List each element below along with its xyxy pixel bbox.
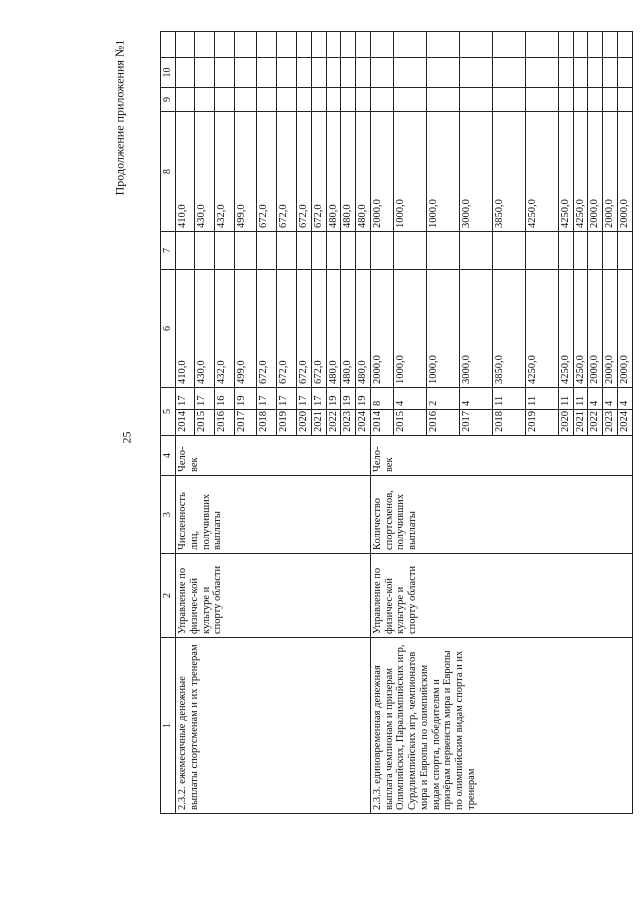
- year-cell: 2019: [277, 410, 297, 436]
- col-9-cell: [176, 88, 195, 112]
- col-extra-cell: [257, 32, 277, 58]
- col-7-cell: [426, 232, 459, 270]
- year-cell: 2015: [393, 410, 426, 436]
- col-6-cell: 4250,0: [525, 270, 558, 388]
- year-cell: 2014: [176, 410, 195, 436]
- col-7-cell: [176, 232, 195, 270]
- col-extra-cell: [370, 32, 393, 58]
- col-9-cell: [525, 88, 558, 112]
- col-extra-cell: [326, 32, 341, 58]
- col-7-cell: [277, 232, 297, 270]
- col-10-cell: [195, 58, 215, 88]
- col-6-cell: 3000,0: [459, 270, 492, 388]
- header-col-9: 9: [161, 88, 176, 112]
- col-7-cell: [215, 232, 235, 270]
- continuation-label: Продолжение приложения №1: [112, 39, 127, 196]
- col-9-cell: [277, 88, 297, 112]
- col-9-cell: [558, 88, 573, 112]
- col-8-cell: 672,0: [311, 112, 326, 232]
- col-10-cell: [326, 58, 341, 88]
- count-cell: 17: [277, 388, 297, 410]
- col-10-cell: [215, 58, 235, 88]
- table-row: [176, 32, 195, 814]
- year-cell: 2015: [195, 410, 215, 436]
- col-6-cell: 480,0: [356, 270, 371, 388]
- col-10-cell: [370, 58, 393, 88]
- col-10-cell: [525, 58, 558, 88]
- table-container: [160, 32, 630, 814]
- col-10-cell: [341, 58, 356, 88]
- count-cell: 19: [326, 388, 341, 410]
- col-10-cell: [393, 58, 426, 88]
- col-extra-cell: [341, 32, 356, 58]
- page-number: 25: [119, 431, 134, 444]
- count-cell: 16: [215, 388, 235, 410]
- count-cell: 19: [235, 388, 257, 410]
- col-extra-cell: [393, 32, 426, 58]
- col-9-cell: [492, 88, 525, 112]
- col-extra-cell: [426, 32, 459, 58]
- header-col-5: 5: [161, 388, 176, 436]
- col-8-cell: 4250,0: [573, 112, 588, 232]
- col-7-cell: [311, 232, 326, 270]
- header-col-10: 10: [161, 58, 176, 88]
- col-10-cell: [176, 58, 195, 88]
- col-extra-cell: [195, 32, 215, 58]
- col-7-cell: [492, 232, 525, 270]
- col-extra-cell: [311, 32, 326, 58]
- col-7-cell: [603, 232, 618, 270]
- col-7-cell: [393, 232, 426, 270]
- col-8-cell: 2000,0: [603, 112, 618, 232]
- col-7-cell: [459, 232, 492, 270]
- col-6-cell: 672,0: [277, 270, 297, 388]
- col-8-cell: 3850,0: [492, 112, 525, 232]
- col-7-cell: [257, 232, 277, 270]
- col-8-cell: 499,0: [235, 112, 257, 232]
- col-6-cell: 2000,0: [617, 270, 632, 388]
- year-cell: 2019: [525, 410, 558, 436]
- count-cell: 17: [297, 388, 312, 410]
- col-9-cell: [573, 88, 588, 112]
- col-8-cell: 1000,0: [426, 112, 459, 232]
- col-7-cell: [326, 232, 341, 270]
- unit-of-measure: Чело-век: [370, 436, 632, 476]
- col-9-cell: [326, 88, 341, 112]
- col-6-cell: 499,0: [235, 270, 257, 388]
- count-cell: 2: [426, 388, 459, 410]
- col-6-cell: 430,0: [195, 270, 215, 388]
- col-7-cell: [588, 232, 603, 270]
- col-extra-cell: [297, 32, 312, 58]
- col-extra-cell: [356, 32, 371, 58]
- header-col-2: 2: [161, 554, 176, 638]
- col-10-cell: [277, 58, 297, 88]
- year-cell: 2016: [426, 410, 459, 436]
- col-7-cell: [341, 232, 356, 270]
- year-cell: 2014: [370, 410, 393, 436]
- col-6-cell: 672,0: [311, 270, 326, 388]
- col-8-cell: 2000,0: [588, 112, 603, 232]
- count-cell: 11: [573, 388, 588, 410]
- count-cell: 17: [195, 388, 215, 410]
- col-extra-cell: [235, 32, 257, 58]
- count-cell: 17: [176, 388, 195, 410]
- col-9-cell: [617, 88, 632, 112]
- col-9-cell: [257, 88, 277, 112]
- col-extra-cell: [176, 32, 195, 58]
- col-9-cell: [370, 88, 393, 112]
- year-cell: 2023: [341, 410, 356, 436]
- count-cell: 4: [393, 388, 426, 410]
- col-10-cell: [459, 58, 492, 88]
- col-7-cell: [356, 232, 371, 270]
- col-extra-cell: [459, 32, 492, 58]
- responsible-executor: Управление по физичес-кой культуре и спорту области: [370, 554, 632, 638]
- col-10-cell: [617, 58, 632, 88]
- col-extra-cell: [617, 32, 632, 58]
- col-7-cell: [195, 232, 215, 270]
- col-9-cell: [356, 88, 371, 112]
- col-extra-cell: [603, 32, 618, 58]
- count-cell: 17: [311, 388, 326, 410]
- col-9-cell: [588, 88, 603, 112]
- col-7-cell: [525, 232, 558, 270]
- col-8-cell: 2000,0: [370, 112, 393, 232]
- header-col-1: 1: [161, 638, 176, 814]
- year-cell: 2017: [459, 410, 492, 436]
- year-cell: 2021: [573, 410, 588, 436]
- col-6-cell: 4250,0: [573, 270, 588, 388]
- col-8-cell: 480,0: [326, 112, 341, 232]
- count-cell: 19: [356, 388, 371, 410]
- year-cell: 2022: [326, 410, 341, 436]
- col-6-cell: 2000,0: [370, 270, 393, 388]
- col-6-cell: 4250,0: [558, 270, 573, 388]
- col-8-cell: 672,0: [257, 112, 277, 232]
- col-7-cell: [558, 232, 573, 270]
- col-8-cell: 1000,0: [393, 112, 426, 232]
- year-cell: 2017: [235, 410, 257, 436]
- count-cell: 11: [558, 388, 573, 410]
- year-cell: 2024: [356, 410, 371, 436]
- responsible-executor: Управление по физичес-кой культуре и спорту области: [176, 554, 371, 638]
- col-extra-cell: [525, 32, 558, 58]
- count-cell: 11: [525, 388, 558, 410]
- year-cell: 2018: [492, 410, 525, 436]
- col-extra-cell: [277, 32, 297, 58]
- col-9-cell: [459, 88, 492, 112]
- col-6-cell: 1000,0: [393, 270, 426, 388]
- col-8-cell: 4250,0: [558, 112, 573, 232]
- header-col-extra: [161, 32, 176, 58]
- count-cell: 4: [603, 388, 618, 410]
- year-cell: 2018: [257, 410, 277, 436]
- col-8-cell: 672,0: [297, 112, 312, 232]
- header-col-4: 4: [161, 436, 176, 476]
- col-7-cell: [573, 232, 588, 270]
- col-10-cell: [588, 58, 603, 88]
- count-cell: 19: [341, 388, 356, 410]
- col-10-cell: [426, 58, 459, 88]
- col-extra-cell: [558, 32, 573, 58]
- program-table: [160, 31, 633, 814]
- col-6-cell: 2000,0: [588, 270, 603, 388]
- year-cell: 2023: [603, 410, 618, 436]
- col-8-cell: 2000,0: [617, 112, 632, 232]
- indicator-name: Количество спортсменов, получивших выплаты: [370, 476, 632, 554]
- col-8-cell: 410,0: [176, 112, 195, 232]
- header-col-8: 8: [161, 112, 176, 232]
- col-extra-cell: [573, 32, 588, 58]
- col-7-cell: [297, 232, 312, 270]
- col-6-cell: 2000,0: [603, 270, 618, 388]
- col-6-cell: 410,0: [176, 270, 195, 388]
- col-9-cell: [235, 88, 257, 112]
- col-9-cell: [603, 88, 618, 112]
- measure-name: 2.3.3. единовременная денежная выплата чемпионам и призерам Олимпийских, Паралимпийских игр, Сурдлимпийских игр, чемпионатов мира и Европы по олимпийским видам спорта, победителям и призёрам первенств мира и Европы по олимпийским видам спорта и их тренерам: [370, 638, 632, 814]
- col-9-cell: [393, 88, 426, 112]
- unit-of-measure: Чело-век: [176, 436, 371, 476]
- year-cell: 2020: [297, 410, 312, 436]
- col-8-cell: 430,0: [195, 112, 215, 232]
- col-6-cell: 3850,0: [492, 270, 525, 388]
- col-6-cell: 672,0: [297, 270, 312, 388]
- col-7-cell: [617, 232, 632, 270]
- col-extra-cell: [588, 32, 603, 58]
- col-9-cell: [311, 88, 326, 112]
- col-9-cell: [297, 88, 312, 112]
- rotated-table: [160, 32, 630, 814]
- count-cell: 17: [257, 388, 277, 410]
- header-row: [161, 32, 176, 814]
- col-10-cell: [257, 58, 277, 88]
- col-6-cell: 1000,0: [426, 270, 459, 388]
- col-10-cell: [573, 58, 588, 88]
- col-extra-cell: [215, 32, 235, 58]
- col-10-cell: [297, 58, 312, 88]
- col-8-cell: 432,0: [215, 112, 235, 232]
- col-8-cell: 480,0: [341, 112, 356, 232]
- col-9-cell: [341, 88, 356, 112]
- year-cell: 2020: [558, 410, 573, 436]
- col-10-cell: [603, 58, 618, 88]
- col-6-cell: 432,0: [215, 270, 235, 388]
- col-7-cell: [235, 232, 257, 270]
- header-col-6: 6: [161, 270, 176, 388]
- col-6-cell: 480,0: [326, 270, 341, 388]
- table-row: [370, 32, 393, 814]
- count-cell: 8: [370, 388, 393, 410]
- col-9-cell: [195, 88, 215, 112]
- count-cell: 4: [588, 388, 603, 410]
- col-9-cell: [215, 88, 235, 112]
- col-10-cell: [558, 58, 573, 88]
- year-cell: 2016: [215, 410, 235, 436]
- col-8-cell: 672,0: [277, 112, 297, 232]
- col-6-cell: 480,0: [341, 270, 356, 388]
- col-10-cell: [492, 58, 525, 88]
- header-col-7: 7: [161, 232, 176, 270]
- col-8-cell: 4250,0: [525, 112, 558, 232]
- col-7-cell: [370, 232, 393, 270]
- col-9-cell: [426, 88, 459, 112]
- col-6-cell: 672,0: [257, 270, 277, 388]
- measure-name: 2.3.2. ежемесячные денежные выплаты спортсменам и их тренерам: [176, 638, 371, 814]
- count-cell: 4: [617, 388, 632, 410]
- indicator-name: Численность лиц, получивших выплаты: [176, 476, 371, 554]
- year-cell: 2022: [588, 410, 603, 436]
- col-8-cell: 3000,0: [459, 112, 492, 232]
- year-cell: 2021: [311, 410, 326, 436]
- col-extra-cell: [492, 32, 525, 58]
- col-8-cell: 480,0: [356, 112, 371, 232]
- col-10-cell: [235, 58, 257, 88]
- col-10-cell: [311, 58, 326, 88]
- count-cell: 11: [492, 388, 525, 410]
- count-cell: 4: [459, 388, 492, 410]
- header-col-3: 3: [161, 476, 176, 554]
- year-cell: 2024: [617, 410, 632, 436]
- col-10-cell: [356, 58, 371, 88]
